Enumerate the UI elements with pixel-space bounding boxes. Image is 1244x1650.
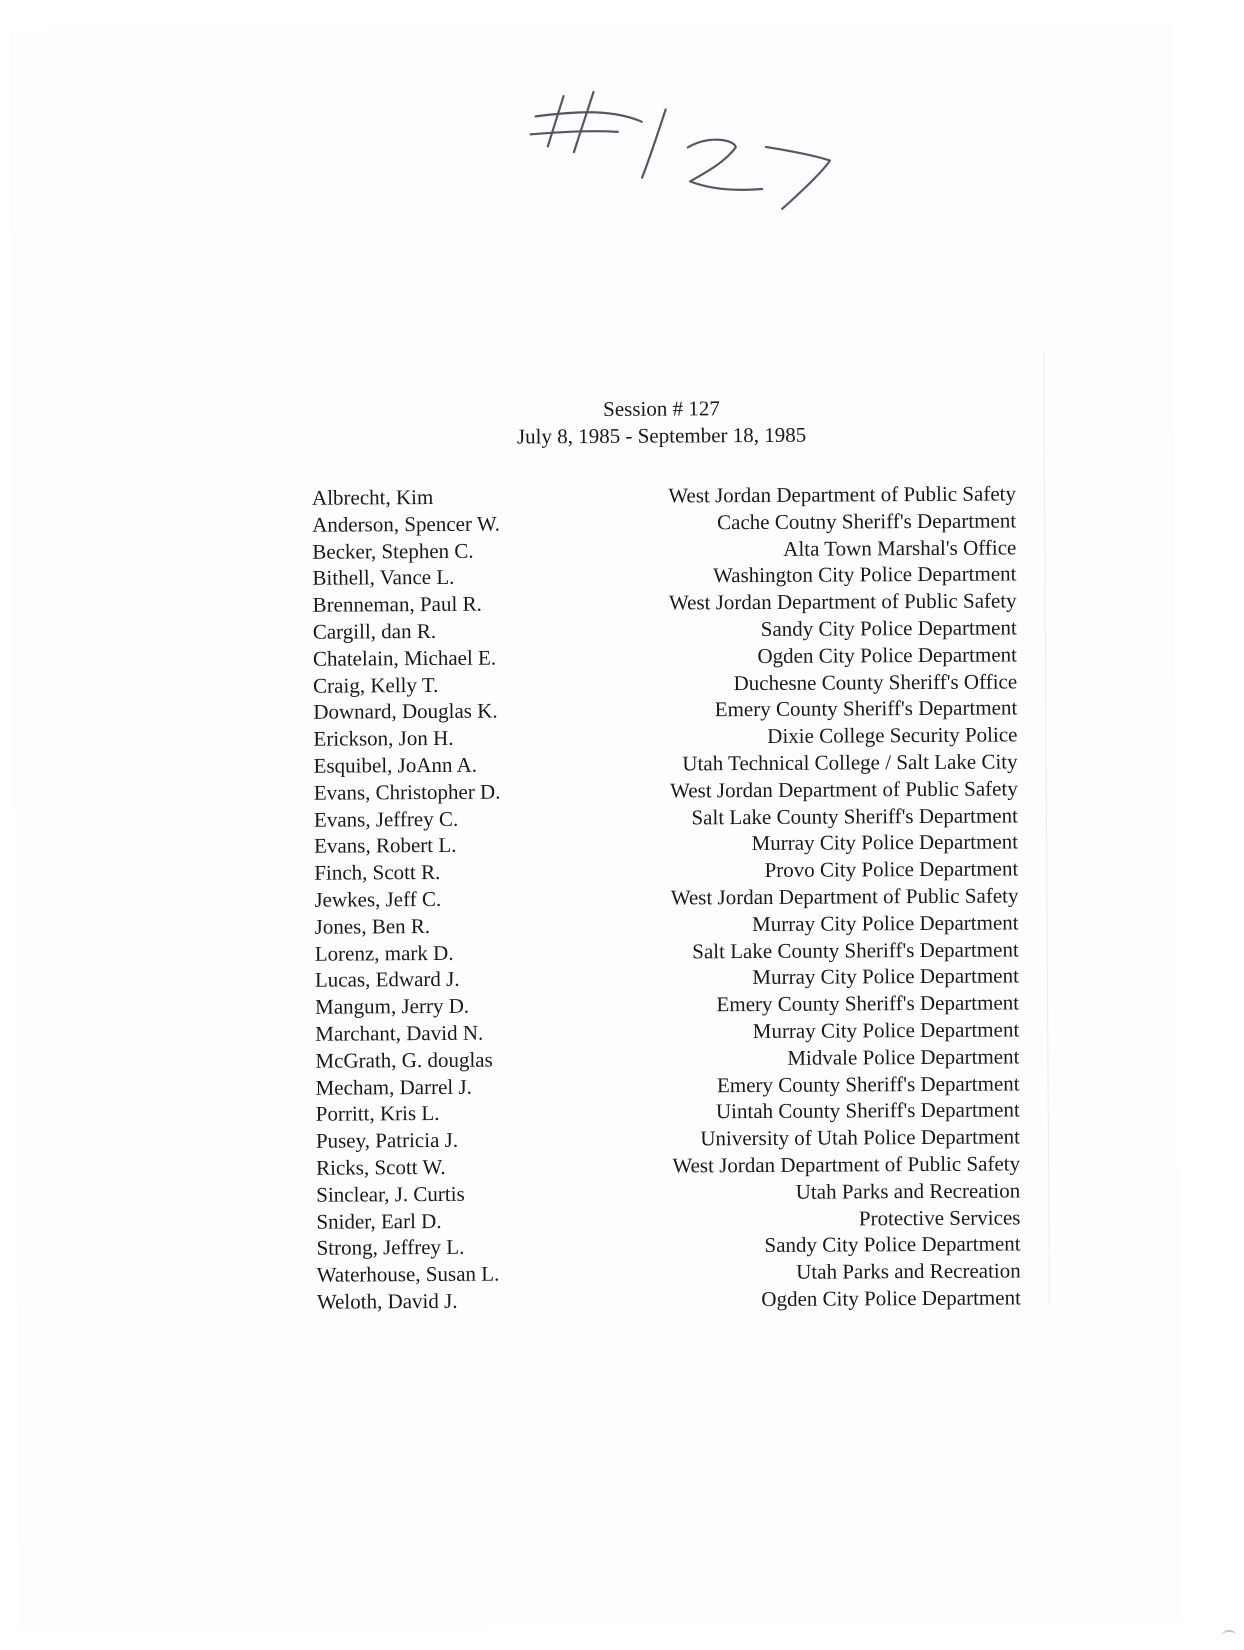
officer-name: Esquibel, JoAnn A. — [313, 752, 478, 778]
officer-agency: Utah Parks and Recreation — [796, 1258, 1021, 1284]
officer-agency: West Jordan Department of Public Safety — [670, 883, 1019, 910]
roster-list — [312, 480, 1021, 1315]
roster-row — [314, 829, 1018, 860]
officer-agency: Cache Coutny Sheriff's Department — [716, 508, 1017, 535]
officer-name: Finch, Scott R. — [314, 860, 441, 885]
roster-row — [313, 668, 1017, 699]
roster-row — [316, 1124, 1020, 1155]
officer-agency: West Jordan Department of Public Safety — [668, 588, 1017, 615]
officer-name: Becker, Stephen C. — [312, 538, 474, 564]
officer-agency: Sandy City Police Department — [764, 1231, 1021, 1258]
officer-agency: Uintah County Sheriff's Department — [715, 1097, 1020, 1124]
officer-name: Bithell, Vance L. — [312, 565, 455, 591]
session-title: Session # 127 — [603, 396, 720, 421]
roster-row — [315, 936, 1019, 967]
officer-agency: Utah Parks and Recreation — [795, 1178, 1021, 1204]
officer-name: Lorenz, mark D. — [314, 940, 454, 966]
officer-agency: Provo City Police Department — [764, 856, 1019, 883]
officer-name: Albrecht, Kim — [311, 484, 434, 510]
handwritten-session-number — [529, 84, 870, 226]
page-edge-shadow — [1043, 353, 1050, 1303]
roster-row — [313, 588, 1017, 619]
officer-name: Snider, Earl D. — [316, 1208, 442, 1234]
officer-agency: Salt Lake County Sheriff's Department — [691, 802, 1019, 829]
officer-name: Sinclear, J. Curtis — [316, 1181, 465, 1207]
roster-row — [313, 614, 1017, 645]
officer-name: McGrath, G. douglas — [315, 1047, 493, 1073]
officer-agency: Salt Lake County Sheriff's Department — [692, 936, 1019, 963]
officer-agency: Duchesne County Sheriff's Office — [733, 668, 1018, 695]
officer-name: Chatelain, Michael E. — [312, 645, 497, 671]
officer-name: Anderson, Spencer W. — [312, 511, 501, 537]
roster-row — [312, 561, 1016, 592]
roster-row — [314, 748, 1018, 779]
roster-row — [316, 1070, 1020, 1101]
roster-row — [313, 722, 1017, 753]
officer-name: Jones, Ben R. — [314, 913, 431, 939]
roster-row — [315, 990, 1019, 1021]
officer-name: Brenneman, Paul R. — [312, 591, 482, 617]
officer-name: Waterhouse, Susan L. — [316, 1261, 500, 1287]
officer-name: Jewkes, Jeff C. — [314, 886, 442, 912]
officer-agency: Murray City Police Department — [751, 910, 1019, 936]
officer-agency: University of Utah Police Department — [700, 1124, 1020, 1151]
officer-agency: West Jordan Department of Public Safety — [670, 776, 1018, 803]
officer-name: Strong, Jeffrey L. — [316, 1235, 465, 1261]
officer-agency: Utah Technical College / Salt Lake City — [682, 749, 1018, 776]
officer-agency: Murray City Police Department — [751, 829, 1019, 856]
officer-name: Craig, Kelly T. — [313, 672, 439, 698]
officer-agency: Midvale Police Department — [787, 1044, 1020, 1070]
officer-name: Evans, Jeffrey C. — [313, 806, 459, 832]
roster-row — [312, 480, 1016, 511]
roster-row — [315, 909, 1019, 940]
officer-agency: Sandy City Police Department — [760, 615, 1017, 641]
officer-agency: West Jordan Department of Public Safety — [668, 481, 1017, 508]
officer-name: Downard, Douglas K. — [313, 698, 498, 725]
officer-name: Evans, Robert L. — [314, 833, 457, 859]
roster-row — [312, 507, 1016, 538]
officer-name: Weloth, David J. — [316, 1288, 458, 1314]
roster-row — [314, 802, 1018, 833]
session-heading — [311, 393, 1011, 451]
officer-agency: West Jordan Department of Public Safety — [672, 1151, 1021, 1178]
roster-row — [315, 963, 1019, 994]
roster-row — [313, 695, 1017, 726]
officer-agency: Murray City Police Department — [752, 1017, 1020, 1043]
officer-agency: Emery County Sheriff's Department — [716, 1070, 1020, 1097]
officer-agency: Ogden City Police Department — [761, 1285, 1021, 1311]
officer-name: Marchant, David N. — [315, 1020, 484, 1046]
officer-name: Erickson, Jon H. — [313, 726, 454, 751]
officer-name: Cargill, dan R. — [312, 618, 437, 644]
officer-name: Evans, Christopher D. — [313, 779, 501, 805]
officer-name: Porritt, Kris L. — [315, 1101, 440, 1127]
officer-name: Pusey, Patricia J. — [315, 1127, 459, 1153]
roster-row — [317, 1258, 1021, 1289]
roster-row — [316, 1204, 1020, 1235]
roster-row — [315, 1043, 1019, 1074]
roster-row — [313, 641, 1017, 672]
roster-row — [314, 882, 1018, 913]
scan-corner-mark — [1222, 1630, 1236, 1636]
officer-name: Lucas, Edward J. — [314, 967, 460, 993]
roster-row — [314, 775, 1018, 806]
roster-row — [314, 856, 1018, 887]
session-date-range: July 8, 1985 - September 18, 1985 — [516, 422, 807, 449]
officer-name: Mecham, Darrel J. — [315, 1074, 472, 1100]
officer-name: Mangum, Jerry D. — [315, 993, 470, 1019]
officer-agency: Dixie College Security Police — [767, 722, 1018, 749]
officer-agency: Ogden City Police Department — [757, 642, 1018, 668]
scanned-page — [9, 22, 1181, 1629]
officer-agency: Murray City Police Department — [752, 963, 1019, 990]
roster-row — [315, 1016, 1019, 1047]
officer-agency: Washington City Police Department — [713, 561, 1017, 588]
roster-row — [316, 1231, 1020, 1262]
roster-row — [316, 1097, 1020, 1128]
roster-row — [312, 534, 1016, 565]
officer-agency: Protective Services — [858, 1204, 1021, 1230]
roster-row — [316, 1150, 1020, 1181]
roster-row — [316, 1177, 1020, 1208]
officer-agency: Emery County Sheriff's Department — [714, 695, 1018, 722]
officer-agency: Emery County Sheriff's Department — [716, 990, 1020, 1017]
roster-row — [317, 1284, 1021, 1315]
officer-agency: Alta Town Marshal's Office — [783, 535, 1017, 561]
officer-name: Ricks, Scott W. — [316, 1154, 446, 1180]
